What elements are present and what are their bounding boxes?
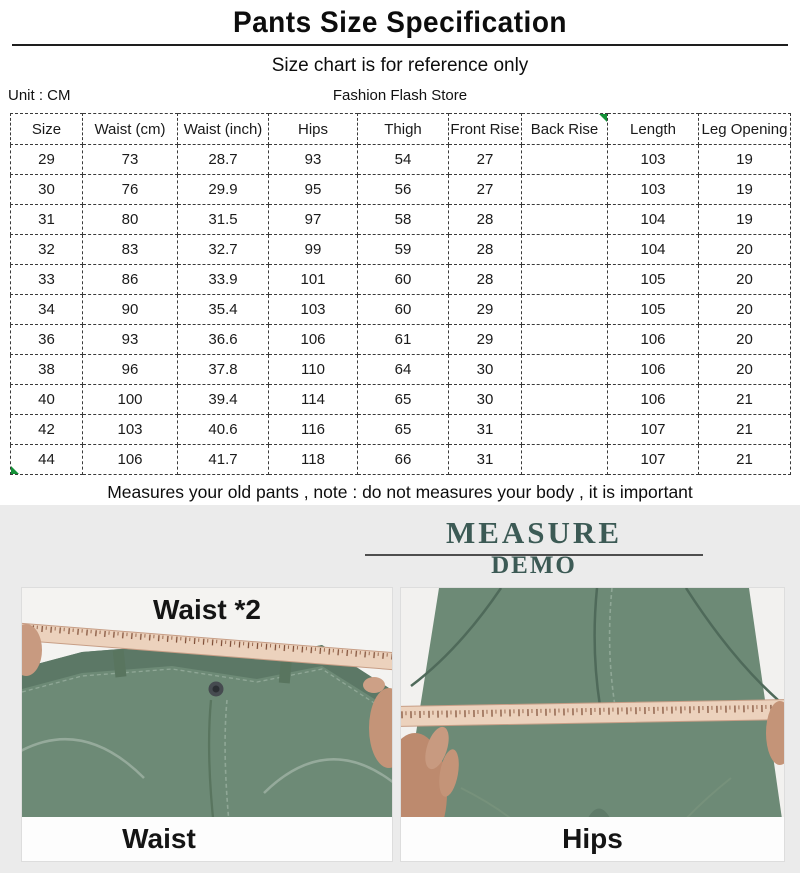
table-cell bbox=[522, 205, 608, 235]
table-cell: 114 bbox=[269, 385, 358, 415]
table-cell: 28 bbox=[449, 205, 522, 235]
table-cell: 110 bbox=[269, 355, 358, 385]
header-cell: Leg Opening bbox=[699, 114, 791, 145]
measure-demo-logo bbox=[363, 515, 705, 580]
table-cell: 107 bbox=[608, 445, 699, 475]
header-cell: Front Rise bbox=[449, 114, 522, 145]
table-cell: 60 bbox=[358, 295, 449, 325]
table-cell: 103 bbox=[608, 175, 699, 205]
table-row bbox=[11, 235, 791, 265]
table-cell: 28 bbox=[449, 235, 522, 265]
photo-row bbox=[22, 588, 784, 861]
note-text: Measures your old pants , note : do not measures your body , it is important bbox=[107, 482, 693, 502]
header-cell: Thigh bbox=[358, 114, 449, 145]
table-cell: 65 bbox=[358, 385, 449, 415]
waist-x2-label: Waist *2 bbox=[153, 594, 261, 625]
table-cell: 31 bbox=[449, 445, 522, 475]
table-cell: 104 bbox=[608, 235, 699, 265]
table-cell: 31 bbox=[11, 205, 83, 235]
table-cell: 60 bbox=[358, 265, 449, 295]
hips-caption bbox=[401, 817, 784, 861]
table-cell: 30 bbox=[449, 355, 522, 385]
table-cell: 32 bbox=[11, 235, 83, 265]
table-cell: 29 bbox=[449, 325, 522, 355]
subtitle: Size chart is for reference only bbox=[271, 55, 529, 76]
table-cell: 19 bbox=[699, 175, 791, 205]
table-cell: 64 bbox=[358, 355, 449, 385]
table-cell bbox=[522, 415, 608, 445]
waist-caption bbox=[22, 817, 392, 861]
table-cell: 41.7 bbox=[178, 445, 269, 475]
table-cell: 83 bbox=[83, 235, 178, 265]
size-table bbox=[10, 113, 791, 475]
table-cell: 29 bbox=[449, 295, 522, 325]
table-row bbox=[11, 145, 791, 175]
table-cell: 66 bbox=[358, 445, 449, 475]
table-cell: 106 bbox=[269, 325, 358, 355]
table-cell: 35.4 bbox=[178, 295, 269, 325]
table-cell: 106 bbox=[608, 385, 699, 415]
table-cell: 37.8 bbox=[178, 355, 269, 385]
table-cell: 116 bbox=[269, 415, 358, 445]
table-cell bbox=[522, 175, 608, 205]
table-cell: 21 bbox=[699, 445, 791, 475]
table-cell bbox=[522, 295, 608, 325]
table-cell: 20 bbox=[699, 325, 791, 355]
table-row bbox=[11, 205, 791, 235]
hips-caption-text: Hips bbox=[562, 823, 623, 854]
table-cell: 59 bbox=[358, 235, 449, 265]
table-cell: 30 bbox=[449, 385, 522, 415]
table-cell: 39.4 bbox=[178, 385, 269, 415]
measure-logo-line bbox=[365, 554, 703, 556]
size-table-header bbox=[11, 114, 791, 145]
pants-button-center bbox=[213, 686, 220, 693]
table-cell: 29.9 bbox=[178, 175, 269, 205]
unit-label: Unit : CM bbox=[8, 87, 71, 104]
table-cell: 28.7 bbox=[178, 145, 269, 175]
table-cell: 36 bbox=[11, 325, 83, 355]
table-cell: 28 bbox=[449, 265, 522, 295]
table-cell: 95 bbox=[269, 175, 358, 205]
measure-demo-section bbox=[0, 505, 800, 873]
meta-row bbox=[0, 85, 800, 109]
table-cell: 97 bbox=[269, 205, 358, 235]
table-cell: 73 bbox=[83, 145, 178, 175]
table-cell: 93 bbox=[83, 325, 178, 355]
header-cell: Length bbox=[608, 114, 699, 145]
comment-marker-icon bbox=[599, 114, 607, 122]
size-table-body bbox=[11, 145, 791, 475]
table-cell: 38 bbox=[11, 355, 83, 385]
table-cell: 19 bbox=[699, 205, 791, 235]
table-cell: 56 bbox=[358, 175, 449, 205]
table-row bbox=[11, 445, 791, 475]
table-cell bbox=[522, 355, 608, 385]
table-row bbox=[11, 265, 791, 295]
table-header-row bbox=[11, 114, 791, 145]
table-cell: 27 bbox=[449, 175, 522, 205]
table-cell: 21 bbox=[699, 385, 791, 415]
table-cell bbox=[522, 385, 608, 415]
thumb bbox=[363, 677, 385, 693]
table-row bbox=[11, 325, 791, 355]
table-cell: 103 bbox=[269, 295, 358, 325]
table-cell: 100 bbox=[83, 385, 178, 415]
table-cell: 21 bbox=[699, 415, 791, 445]
title-divider bbox=[12, 44, 788, 46]
table-cell bbox=[522, 445, 608, 475]
waist-caption-text: Waist bbox=[122, 823, 196, 854]
table-cell: 104 bbox=[608, 205, 699, 235]
table-cell: 33 bbox=[11, 265, 83, 295]
table-cell: 118 bbox=[269, 445, 358, 475]
table-cell bbox=[522, 265, 608, 295]
table-cell: 20 bbox=[699, 355, 791, 385]
table-cell: 40.6 bbox=[178, 415, 269, 445]
table-cell: 31.5 bbox=[178, 205, 269, 235]
table-cell: 54 bbox=[358, 145, 449, 175]
table-cell: 20 bbox=[699, 295, 791, 325]
table-cell: 107 bbox=[608, 415, 699, 445]
table-cell: 29 bbox=[11, 145, 83, 175]
table-cell: 106 bbox=[608, 325, 699, 355]
table-cell: 36.6 bbox=[178, 325, 269, 355]
comment-marker-icon bbox=[11, 466, 19, 474]
table-cell: 105 bbox=[608, 295, 699, 325]
table-cell: 101 bbox=[269, 265, 358, 295]
table-cell: 20 bbox=[699, 235, 791, 265]
measure-word: MEASURE bbox=[445, 515, 622, 550]
header-cell: Waist (cm) bbox=[83, 114, 178, 145]
table-row bbox=[11, 295, 791, 325]
header-cell: Waist (inch) bbox=[178, 114, 269, 145]
size-table-wrapper bbox=[10, 113, 790, 475]
table-cell: 31 bbox=[449, 415, 522, 445]
hips-photo bbox=[401, 588, 784, 861]
table-cell bbox=[522, 235, 608, 265]
table-cell: 33.9 bbox=[178, 265, 269, 295]
table-cell: 106 bbox=[83, 445, 178, 475]
table-cell: 80 bbox=[83, 205, 178, 235]
table-cell bbox=[522, 145, 608, 175]
table-cell: 40 bbox=[11, 385, 83, 415]
table-cell: 27 bbox=[449, 145, 522, 175]
table-cell: 103 bbox=[83, 415, 178, 445]
table-cell: 86 bbox=[83, 265, 178, 295]
demo-word: DEMO bbox=[491, 552, 577, 579]
table-row bbox=[11, 355, 791, 385]
table-cell: 65 bbox=[358, 415, 449, 445]
page-title: Pants Size Specification bbox=[232, 5, 568, 39]
table-row bbox=[11, 415, 791, 445]
table-cell: 105 bbox=[608, 265, 699, 295]
store-name: Fashion Flash Store bbox=[332, 87, 468, 104]
header-cell: Hips bbox=[269, 114, 358, 145]
table-cell: 93 bbox=[269, 145, 358, 175]
table-cell: 44 bbox=[11, 445, 83, 475]
table-cell: 103 bbox=[608, 145, 699, 175]
table-cell: 42 bbox=[11, 415, 83, 445]
table-cell: 99 bbox=[269, 235, 358, 265]
table-cell: 32.7 bbox=[178, 235, 269, 265]
table-cell: 30 bbox=[11, 175, 83, 205]
table-cell: 34 bbox=[11, 295, 83, 325]
table-cell: 20 bbox=[699, 265, 791, 295]
table-cell: 106 bbox=[608, 355, 699, 385]
header-cell: Size bbox=[11, 114, 83, 145]
table-cell: 76 bbox=[83, 175, 178, 205]
table-row bbox=[11, 385, 791, 415]
table-cell: 61 bbox=[358, 325, 449, 355]
table-row bbox=[11, 175, 791, 205]
table-cell: 90 bbox=[83, 295, 178, 325]
table-cell: 96 bbox=[83, 355, 178, 385]
header-cell: Back Rise bbox=[522, 114, 608, 145]
table-cell: 19 bbox=[699, 145, 791, 175]
table-cell: 58 bbox=[358, 205, 449, 235]
table-cell bbox=[522, 325, 608, 355]
waist-photo bbox=[22, 588, 392, 861]
